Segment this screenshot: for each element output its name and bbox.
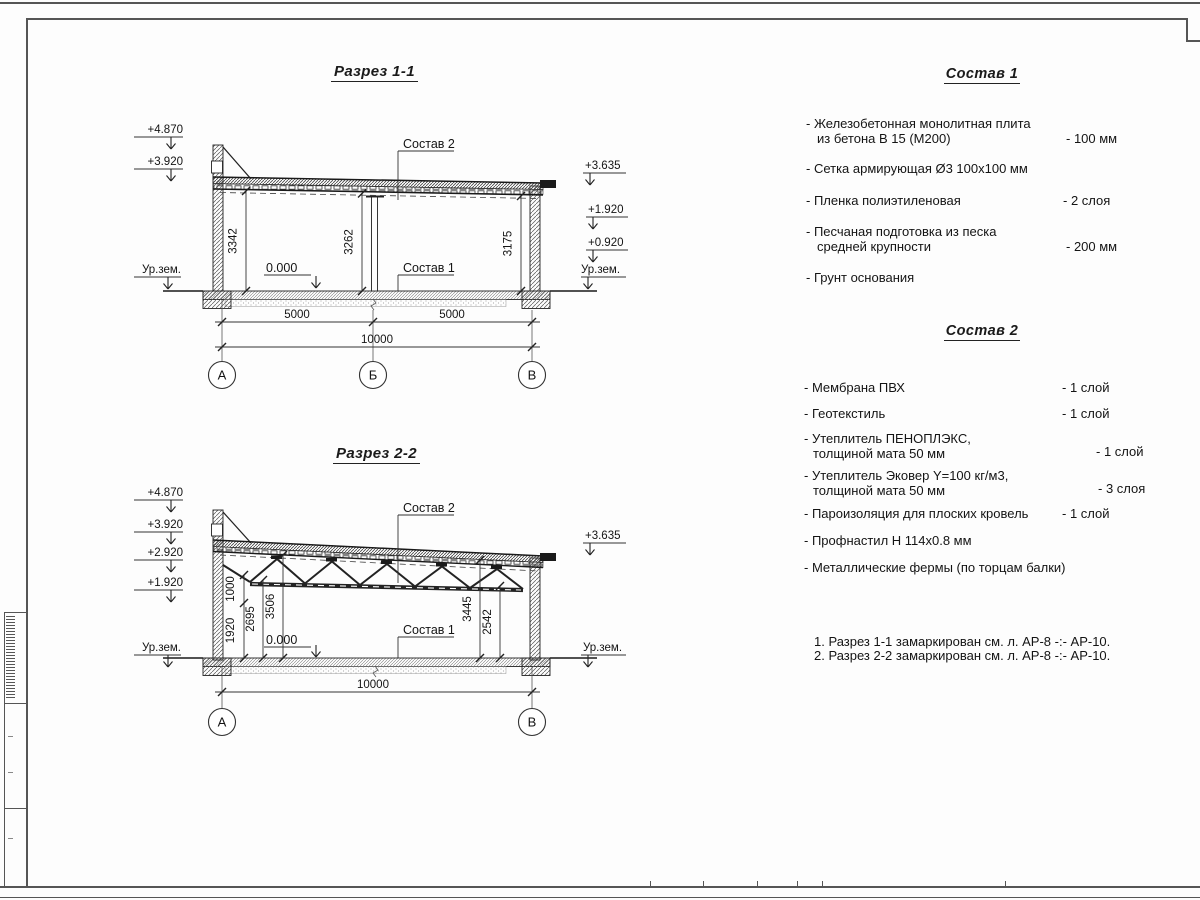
- elevation-mark: +3.635: [585, 530, 621, 542]
- section1-bottom-dims: [215, 300, 540, 361]
- section2-title: Разрез 2-2: [333, 445, 420, 464]
- comp2-item-line: - Геотекстиль: [804, 406, 886, 421]
- vdim: 1000: [225, 576, 237, 602]
- vdim: 2542: [482, 609, 494, 635]
- elevation-mark: Ур.зем.: [581, 264, 621, 276]
- section1-material-labels: [264, 137, 455, 291]
- vdim: 3506: [265, 593, 277, 620]
- comp1-item-line: из бетона В 15 (М200): [817, 131, 951, 146]
- comp1-item-line: - Песчаная подготовка из песка: [806, 224, 997, 239]
- vdim: 3262: [343, 229, 356, 255]
- vdim: 3175: [502, 230, 515, 257]
- sostav2-label: Состав 2: [403, 501, 455, 515]
- sostav2-label: Состав 2: [403, 137, 455, 151]
- vdim: 1920: [225, 617, 237, 644]
- elevation-mark: Ур.зем.: [141, 642, 181, 654]
- comp1-item-value: - 100 мм: [1066, 131, 1118, 146]
- hdim: 5000: [439, 309, 465, 321]
- side-stamp-divider: [4, 808, 27, 809]
- side-stamp-mark: [8, 736, 13, 737]
- vdim: 3342: [227, 228, 240, 254]
- sheet-top-edge: [0, 2, 1200, 4]
- comp2-item-value: - 1 слой: [1062, 406, 1110, 421]
- side-stamp-mark: [8, 838, 13, 839]
- comp1-item-line: средней крупности: [817, 239, 931, 254]
- elevation-mark: +4.870: [147, 487, 183, 499]
- titleblock-tick: [822, 881, 823, 886]
- comp2-item-value: - 1 слой: [1096, 444, 1144, 459]
- roof-assembly: [213, 177, 556, 199]
- composition1-heading: Состав 1: [945, 66, 1019, 82]
- side-stamp-left: [4, 612, 5, 886]
- elevation-mark: Ур.зем.: [141, 264, 181, 276]
- vdim: 2695: [245, 606, 257, 632]
- comp2-item-line: - Профнастил Н 114x0.8 мм: [804, 533, 972, 548]
- titleblock-tick: [650, 881, 651, 886]
- axis-label: В: [527, 714, 537, 730]
- comp2-item-line: - Утеплитель ПЕНОПЛЭКС,: [804, 431, 971, 446]
- elevation-mark: +3.635: [585, 160, 621, 172]
- side-stamp-fine-print: [6, 616, 15, 698]
- elevation-mark: +0.920: [588, 237, 624, 249]
- section1-elevations-right: [581, 160, 628, 289]
- frame-corner-box-v: [1186, 18, 1188, 40]
- elevation-mark: +3.920: [147, 156, 183, 168]
- section1-axes: [209, 362, 546, 389]
- zero-level-label: 0.000: [266, 633, 298, 647]
- axis-label: В: [527, 367, 537, 383]
- section2-elevations-left: [134, 487, 183, 667]
- elevation-mark: +2.920: [147, 547, 183, 559]
- sheet-bottom-edge: [0, 897, 1200, 898]
- vdim: 3445: [462, 596, 474, 622]
- comp1-item-value: - 200 мм: [1066, 239, 1118, 254]
- axis-label: А: [217, 714, 227, 730]
- titleblock-tick: [757, 881, 758, 886]
- section2-elevations-right: [581, 530, 626, 667]
- frame-left: [26, 18, 28, 886]
- frame-bottom: [0, 886, 1200, 888]
- elevation-mark: +1.920: [147, 577, 183, 589]
- sostav1-label: Состав 1: [403, 623, 455, 637]
- frame-top: [26, 18, 1186, 20]
- section2-material-labels: [264, 501, 455, 658]
- comp2-item-line: - Утеплитель Эковер Y=100 кг/м3,: [804, 468, 1009, 483]
- axis-label: Б: [368, 367, 378, 383]
- titleblock-tick: [1005, 881, 1006, 886]
- section2-drawing: [130, 470, 650, 745]
- side-stamp-divider: [4, 612, 27, 613]
- elevation-mark: +1.920: [588, 204, 624, 216]
- side-stamp-mark: [8, 772, 13, 773]
- comp2-item-line: - Мембрана ПВХ: [804, 380, 905, 395]
- section2-axes: [209, 709, 546, 736]
- comp2-item-line: - Пароизоляция для плоских кровель: [804, 506, 1029, 521]
- comp2-item-value: - 1 слой: [1062, 506, 1110, 521]
- comp2-item-value: - 3 слоя: [1098, 481, 1146, 496]
- side-stamp-divider: [4, 703, 27, 704]
- comp1-item-line: - Грунт основания: [806, 270, 915, 285]
- comp2-item-line: толщиной мата 50 мм: [813, 446, 946, 461]
- titleblock-tick: [703, 881, 704, 886]
- hdim: 10000: [361, 334, 393, 346]
- composition2-heading: Состав 2: [945, 323, 1019, 339]
- frame-corner-box-h: [1186, 40, 1200, 42]
- zero-level-label: 0.000: [266, 261, 298, 275]
- titleblock-tick: [797, 881, 798, 886]
- floor-slab: [203, 291, 550, 310]
- elevation-mark: Ур.зем.: [583, 642, 623, 654]
- elevation-mark: +4.870: [147, 124, 183, 136]
- section2-vertical-dims-right: [462, 556, 504, 662]
- note-line: 2. Разрез 2-2 замаркирован см. л. АР-8 -:- АР-10.: [814, 648, 1111, 663]
- note-line: 1. Разрез 1-1 замаркирован см. л. АР-8 -:- АР-10.: [814, 634, 1111, 649]
- comp2-item-line: толщиной мата 50 мм: [813, 483, 946, 498]
- comp1-item-line: - Пленка полиэтиленовая: [806, 193, 961, 208]
- comp2-item-value: - 1 слой: [1062, 380, 1110, 395]
- comp1-item-value: - 2 слоя: [1063, 193, 1111, 208]
- section1-title: Разрез 1-1: [331, 63, 418, 82]
- comp2-item-line: - Металлические фермы (по торцам балки): [804, 560, 1066, 575]
- axis-label: А: [217, 367, 227, 383]
- comp1-item-line: - Сетка армирующая Ø3 100x100 мм: [806, 161, 1028, 176]
- elevation-mark: +3.920: [147, 519, 183, 531]
- section1-drawing: [130, 110, 650, 400]
- hdim: 5000: [284, 309, 310, 321]
- sostav1-label: Состав 1: [403, 261, 455, 275]
- hdim: 10000: [357, 679, 389, 691]
- section1-elevations-left: [134, 124, 183, 289]
- middle-column: [366, 197, 384, 292]
- comp1-item-line: - Железобетонная монолитная плита: [806, 116, 1031, 131]
